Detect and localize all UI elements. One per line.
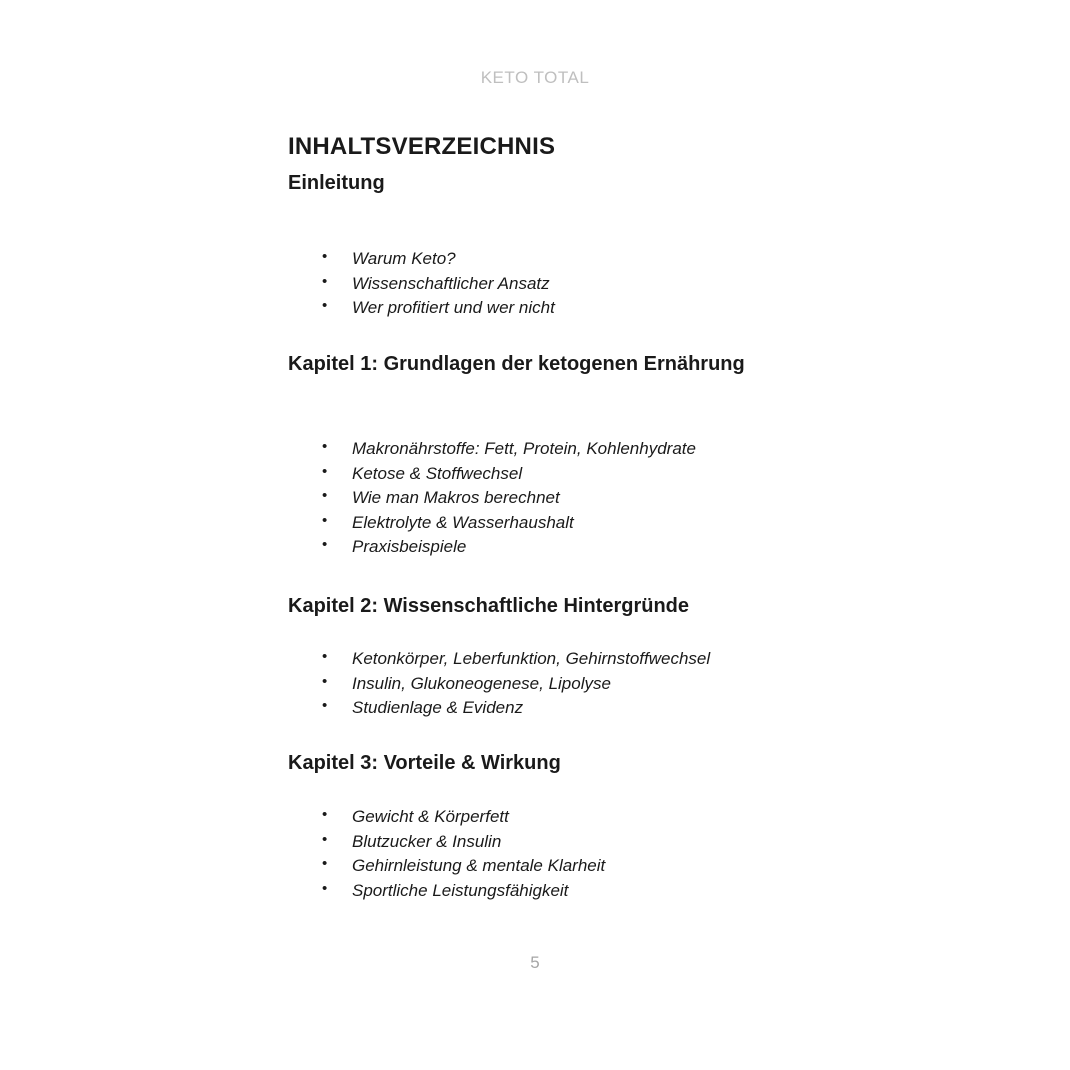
- toc-item: • Warum Keto?: [288, 247, 808, 272]
- toc-item: • Studienlage & Evidenz: [288, 696, 808, 721]
- toc-item: • Ketose & Stoffwechsel: [288, 462, 808, 487]
- section-heading-kapitel-3: Kapitel 3: Vorteile & Wirkung: [288, 752, 561, 774]
- toc-list-kapitel-2: [288, 647, 808, 721]
- section-heading-kapitel-1: Kapitel 1: Grundlagen der ketogenen Ernährung: [288, 353, 745, 375]
- toc-list-einleitung: [288, 247, 808, 321]
- toc-item: • Sportliche Leistungsfähigkeit: [288, 879, 808, 904]
- page-number: 5: [530, 953, 540, 972]
- toc-list-kapitel-1: [288, 437, 808, 560]
- toc-list-kapitel-3: [288, 805, 808, 903]
- toc-item: • Insulin, Glukoneogenese, Lipolyse: [288, 672, 808, 697]
- toc-item: • Gehirnleistung & mentale Klarheit: [288, 854, 808, 879]
- toc-item: • Makronährstoffe: Fett, Protein, Kohlenhydrate: [288, 437, 808, 462]
- section-heading-einleitung: Einleitung: [288, 172, 385, 194]
- toc-item: • Blutzucker & Insulin: [288, 830, 808, 855]
- toc-item: • Wissenschaftlicher Ansatz: [288, 272, 808, 297]
- toc-item: • Praxisbeispiele: [288, 535, 808, 560]
- toc-item: • Wie man Makros berechnet: [288, 486, 808, 511]
- page-title: INHALTSVERZEICHNIS: [288, 133, 556, 160]
- toc-item: • Elektrolyte & Wasserhaushalt: [288, 511, 808, 536]
- section-heading-kapitel-2: Kapitel 2: Wissenschaftliche Hintergründe: [288, 595, 690, 617]
- running-header: KETO TOTAL: [480, 68, 590, 87]
- toc-item: • Ketonkörper, Leberfunktion, Gehirnstoffwechsel: [288, 647, 808, 672]
- toc-item: • Gewicht & Körperfett: [288, 805, 808, 830]
- toc-item: • Wer profitiert und wer nicht: [288, 296, 808, 321]
